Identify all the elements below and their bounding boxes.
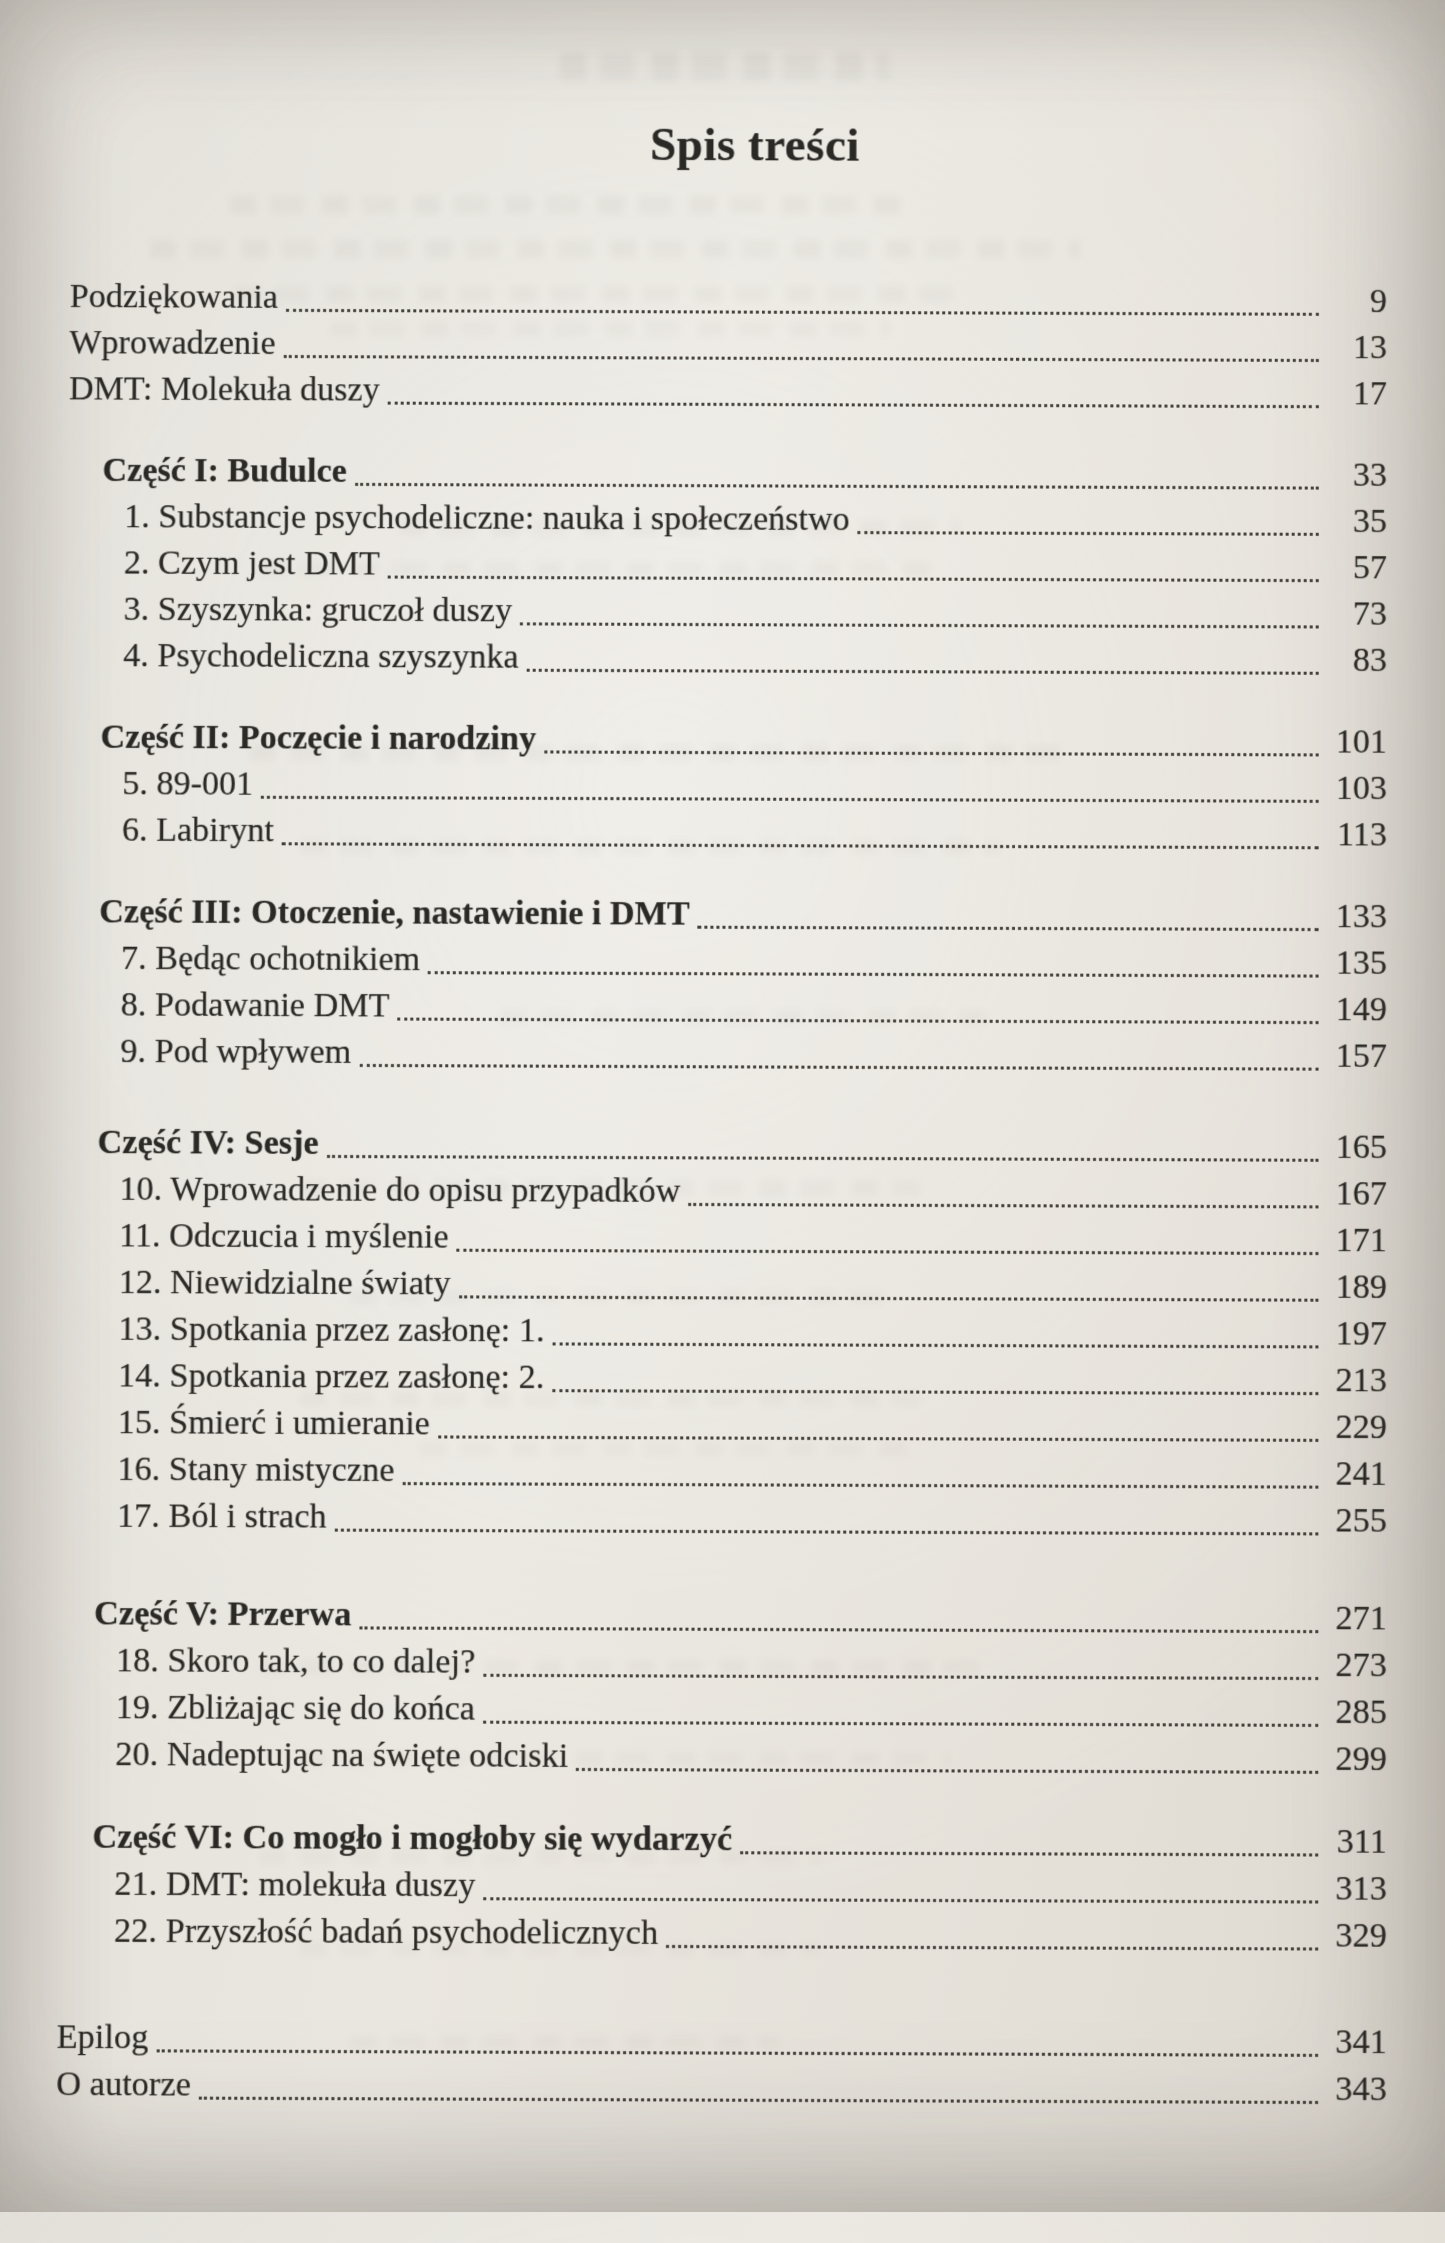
dot-leader [457, 1249, 1319, 1255]
toc-part-row [58, 1814, 1387, 1866]
page-number: 83 [1352, 641, 1387, 680]
toc-row [59, 1684, 1387, 1736]
toc-row [65, 935, 1387, 987]
dot-leader [335, 1529, 1319, 1536]
back-matter-list [56, 2014, 1387, 2113]
page-number: 13 [1352, 328, 1387, 367]
toc-row [62, 1259, 1387, 1311]
toc-row [61, 1353, 1387, 1405]
dot-leader [199, 2097, 1318, 2104]
toc-part-row [63, 1119, 1387, 1171]
toc-row [58, 1861, 1387, 1913]
toc-row [59, 1637, 1387, 1689]
page-number: 213 [1335, 1361, 1387, 1400]
page-number: 17 [1352, 375, 1387, 413]
toc-entry-label: 15. Śmierć i umieranie [117, 1403, 431, 1443]
dot-leader [388, 402, 1319, 409]
toc-entry-label: 16. Stany mistyczne [117, 1450, 395, 1490]
toc-part-row [60, 1591, 1387, 1643]
toc-entry-label: 1. Substancje psychodeliczne: nauka i społeczeństwo [124, 498, 850, 539]
toc-entry-label: 8. Podawanie DMT [120, 986, 390, 1025]
dot-leader [428, 971, 1319, 977]
page-number: 113 [1336, 816, 1387, 854]
toc-row [70, 274, 1387, 325]
page-number: 171 [1335, 1221, 1387, 1260]
toc-part-row [68, 448, 1387, 499]
toc-entry-label: 11. Odczucia i myślenie [118, 1216, 449, 1256]
dot-leader [397, 1018, 1318, 1025]
toc-part-row [66, 714, 1387, 765]
toc-entry-label: O autorze [56, 2065, 192, 2104]
page-number: 73 [1352, 595, 1387, 633]
page-number: 329 [1335, 1916, 1387, 1955]
toc-row [59, 1731, 1387, 1783]
toc-row [64, 1028, 1387, 1080]
toc-entry-label: 22. Przyszłość badań psychodelicznych [113, 1912, 659, 1953]
page-number: 189 [1335, 1268, 1387, 1307]
page-number: 271 [1335, 1599, 1387, 1638]
front-matter-list [69, 274, 1387, 418]
toc-row [66, 807, 1387, 859]
toc-row [61, 1446, 1387, 1498]
dot-leader [388, 576, 1319, 583]
toc-entry-label: 21. DMT: molekuła duszy [114, 1865, 476, 1905]
page-number: 135 [1335, 944, 1387, 982]
toc-entry-label: 2. Czym jest DMT [123, 544, 380, 583]
toc-entry-label: Część IV: Sesje [97, 1123, 319, 1162]
toc-row [68, 540, 1387, 591]
dot-leader [156, 2049, 1318, 2057]
page-number: 157 [1335, 1037, 1387, 1075]
page-number: 343 [1335, 2070, 1387, 2109]
toc-row [67, 633, 1387, 684]
dot-leader [286, 309, 1319, 316]
page-number: 197 [1335, 1314, 1387, 1353]
page-number: 241 [1335, 1455, 1387, 1493]
toc-entry-label: 9. Pod wpływem [120, 1032, 352, 1071]
toc-entry-label: 7. Będąc ochotnikiem [120, 939, 421, 979]
dot-leader [261, 796, 1318, 803]
toc-row [56, 2014, 1386, 2066]
page-number: 167 [1335, 1175, 1387, 1213]
toc-row [62, 1306, 1387, 1358]
dot-leader [689, 1203, 1319, 1208]
toc-entry-label: 13. Spotkania przez zasłonę: 1. [118, 1310, 545, 1350]
dot-leader [576, 1768, 1318, 1774]
toc-entry-label: Wprowadzenie [69, 324, 276, 362]
dot-leader [520, 622, 1319, 628]
toc-entry-label: 19. Zbliżając się do końca [115, 1688, 476, 1728]
toc-entry-label: Część I: Budulce [102, 451, 347, 490]
toc-entry-label: 18. Skoro tak, to co dalej? [115, 1641, 476, 1681]
dot-leader [459, 1295, 1319, 1301]
toc-entry-label: Część V: Przerwa [93, 1594, 352, 1634]
toc-row [67, 586, 1387, 637]
dot-leader [402, 1482, 1318, 1489]
toc-row [60, 1493, 1387, 1545]
dot-leader [355, 483, 1319, 490]
dot-leader [282, 842, 1319, 849]
dot-leader [552, 1389, 1318, 1395]
part-group [60, 1119, 1387, 1544]
toc-row [63, 1166, 1387, 1218]
page-number: 35 [1352, 502, 1387, 541]
dot-leader [666, 1945, 1318, 1951]
page-number: 285 [1335, 1693, 1387, 1732]
part-group [67, 448, 1387, 685]
toc-entry-label: DMT: Molekuła duszy [68, 370, 380, 409]
toc-entry-label: 12. Niewidzialne światy [118, 1263, 451, 1303]
page-number: 313 [1335, 1869, 1387, 1908]
toc-entry-label: Podziękowania [69, 277, 278, 316]
toc-row [61, 1399, 1387, 1451]
page-title: Spis treści [649, 118, 860, 172]
page-number: 229 [1335, 1408, 1387, 1447]
part-group [57, 1814, 1387, 1960]
dot-leader [327, 1155, 1319, 1162]
dot-leader [359, 1064, 1318, 1071]
toc-entry-label: 6. Labirynt [121, 811, 274, 850]
toc-row [57, 1908, 1387, 1960]
toc-row [69, 366, 1387, 417]
toc-entry-label: 20. Nadeptując na święte odciski [115, 1735, 569, 1776]
part-group [59, 1591, 1387, 1784]
toc-entry-label: 10. Wprowadzenie do opisu przypadków [119, 1170, 681, 1211]
dot-leader [553, 1342, 1319, 1348]
page-number: 33 [1352, 456, 1387, 494]
dot-leader [438, 1435, 1318, 1441]
page-number: 165 [1335, 1128, 1387, 1167]
toc-entry-label: Część III: Otoczenie, nastawienie i DMT [99, 893, 690, 933]
page-number: 103 [1335, 769, 1387, 808]
dot-leader [359, 1626, 1318, 1633]
dot-leader [483, 1721, 1318, 1727]
page-number: 341 [1335, 2023, 1387, 2062]
page-number: 149 [1335, 990, 1387, 1029]
page-number: 255 [1335, 1501, 1387, 1540]
toc-entry-label: 14. Spotkania przez zasłonę: 2. [117, 1356, 545, 1397]
toc-entry-label: 17. Ból i strach [116, 1497, 327, 1536]
page-number: 101 [1335, 723, 1387, 761]
toc-part-row [65, 889, 1387, 941]
toc-row [56, 2061, 1387, 2113]
dot-leader [698, 926, 1319, 931]
part-group [66, 714, 1387, 858]
toc-entry-label: 5. 89-001 [122, 764, 254, 803]
toc-row [69, 320, 1387, 371]
toc-entry-label: 3. Szyszynka: gruczoł duszy [123, 590, 513, 630]
dot-leader [740, 1851, 1318, 1856]
page-number: 9 [1369, 282, 1387, 321]
toc-entry-label: Epilog [56, 2018, 149, 2057]
page-number: 133 [1335, 897, 1387, 936]
page-number: 299 [1335, 1740, 1387, 1779]
dot-leader [858, 531, 1319, 536]
dot-leader [544, 750, 1319, 756]
toc-row [64, 982, 1387, 1034]
toc-entry-label: Część VI: Co mogło i mogłoby się wydarzyć [92, 1818, 733, 1859]
page-number: 311 [1336, 1822, 1387, 1861]
dot-leader [483, 1897, 1318, 1903]
toc-row [62, 1213, 1386, 1265]
dot-leader [526, 669, 1318, 675]
page-number: 57 [1352, 549, 1387, 587]
parts-list [57, 448, 1387, 1960]
toc-entry-label: Część II: Poczęcie i narodziny [100, 718, 537, 758]
toc-row [66, 761, 1387, 813]
page-number: 273 [1335, 1646, 1387, 1685]
dot-leader [284, 355, 1319, 362]
toc-row [68, 494, 1387, 545]
toc-entry-label: 4. Psychodeliczna szyszynka [123, 636, 519, 676]
dot-leader [483, 1674, 1318, 1680]
part-group [64, 889, 1387, 1080]
